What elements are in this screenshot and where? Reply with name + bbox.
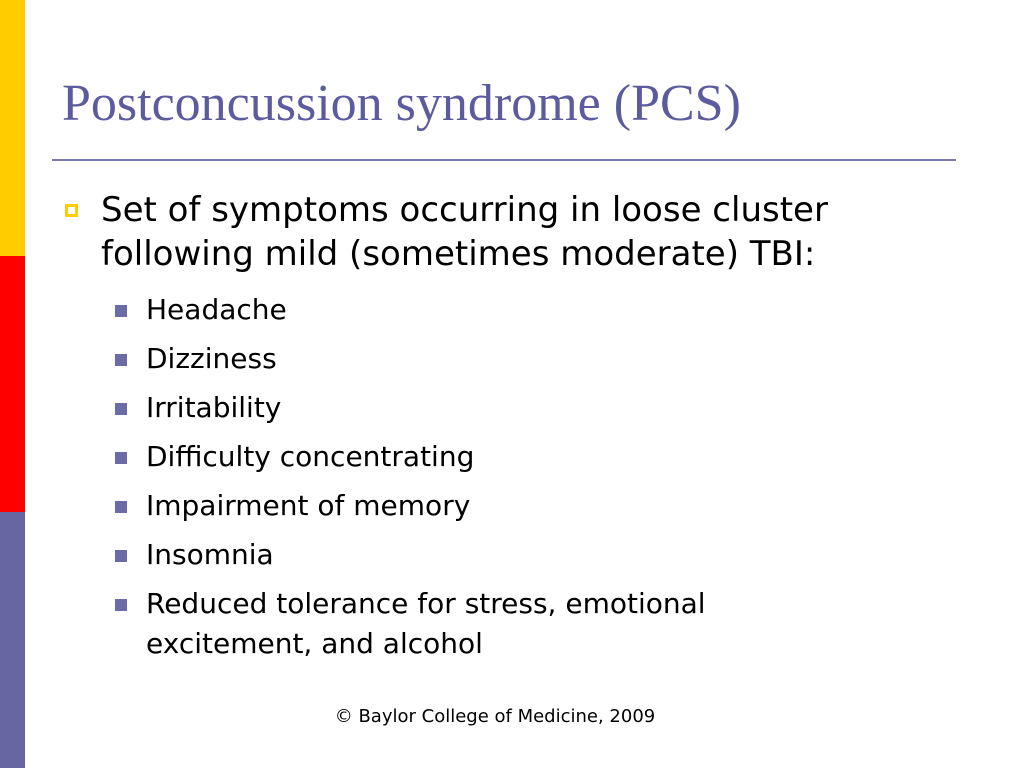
list-item [115, 437, 875, 477]
square-bullet-icon [115, 403, 127, 415]
square-bullet-icon [115, 550, 127, 562]
list-item-text: Impairment of memory [146, 489, 471, 522]
list-item-text: Insomnia [146, 538, 274, 571]
copyright-footer: © Baylor College of Medicine, 2009 [334, 706, 656, 727]
list-item [115, 535, 875, 575]
square-bullet-icon [115, 305, 127, 317]
slide-title: Postconcussion syndrome (PCS) [62, 75, 741, 132]
list-item-text: Reduced tolerance for stress, emotional excitement, and alcohol [146, 587, 706, 660]
list-item [115, 486, 875, 526]
list-item-text: Difficulty concentrating [146, 440, 475, 473]
list-item [115, 388, 875, 428]
symptom-list [115, 290, 875, 673]
list-item-text: Dizziness [146, 342, 277, 375]
hollow-square-bullet-icon [65, 204, 78, 217]
side-bar-yellow [0, 0, 25, 256]
title-divider [52, 159, 956, 161]
list-item [115, 339, 875, 379]
square-bullet-icon [115, 501, 127, 513]
square-bullet-icon [115, 354, 127, 366]
side-bar-red [0, 256, 25, 512]
square-bullet-icon [115, 599, 127, 611]
square-bullet-icon [115, 452, 127, 464]
main-bullet-text: Set of symptoms occurring in loose cluster following mild (sometimes moderate) TBI: [101, 190, 828, 274]
list-item [115, 290, 875, 330]
side-bar-purple [0, 512, 25, 768]
main-bullet [65, 188, 965, 276]
list-item-text: Irritability [146, 391, 282, 424]
list-item [115, 584, 806, 664]
list-item-text: Headache [146, 293, 287, 326]
